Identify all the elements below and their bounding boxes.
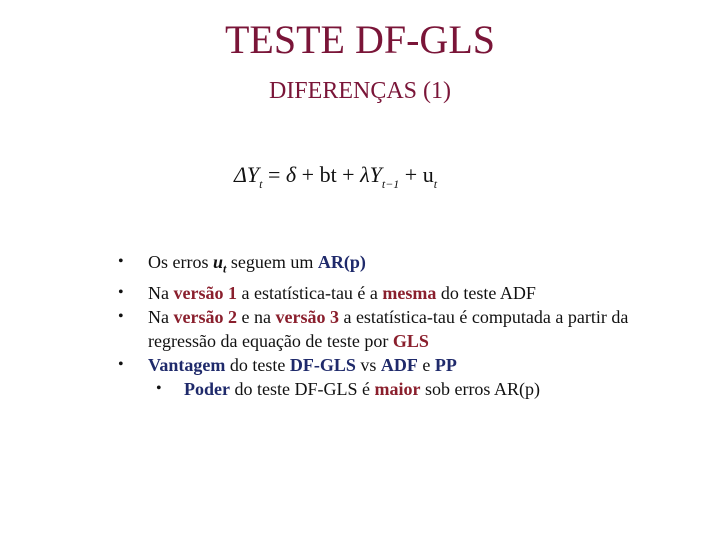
bullet-item-errors xyxy=(112,250,672,281)
eq-plus-bt: + bt + xyxy=(296,162,361,187)
b1-ar: AR(p) xyxy=(317,252,366,272)
b3-gls: GLS xyxy=(392,330,429,351)
bullet-icon: • xyxy=(156,379,162,397)
b4-text1: do teste xyxy=(225,354,290,375)
eq-lambda-y: λY xyxy=(360,162,382,187)
b5-text2: sob erros AR(p) xyxy=(420,378,540,399)
b2-text2: a estatística-tau é a xyxy=(236,282,383,303)
b1-sub: t xyxy=(223,261,227,276)
b2-versao1: versão 1 xyxy=(173,282,237,303)
b2-mesma: mesma xyxy=(382,282,437,303)
b5-maior: maior xyxy=(374,378,421,399)
eq-sub-t1: t−1 xyxy=(381,177,400,191)
b4-pp: PP xyxy=(434,354,457,375)
b4-adf: ADF xyxy=(380,354,418,375)
eq-sub-t: t xyxy=(259,177,263,191)
bullet-icon: • xyxy=(118,283,124,301)
b3-text3: a estatística-tau é computada a partir da regressão da equação de teste por xyxy=(148,306,629,351)
bullet-item-advantage xyxy=(112,353,672,377)
b4-text3: e xyxy=(417,354,435,375)
b4-text2: vs xyxy=(355,354,381,375)
eq-equals: = xyxy=(262,162,286,187)
b3-text1: Na xyxy=(148,306,174,327)
b2-text1: Na xyxy=(148,282,174,303)
bullet-item-version1 xyxy=(112,281,672,305)
slide-title: TESTE DF-GLS xyxy=(225,17,495,62)
eq-delta: δ xyxy=(285,162,297,187)
bullet-list xyxy=(112,250,672,401)
b3-versao2: versão 2 xyxy=(173,306,237,327)
b1-ut: u xyxy=(213,252,224,272)
bullet-icon: • xyxy=(118,253,124,270)
b5-text1: do teste DF-GLS é xyxy=(229,378,375,399)
b3-text2: e na xyxy=(236,306,276,327)
eq-plus-u: + u xyxy=(399,162,434,187)
b4-dfgls: DF-GLS xyxy=(289,354,356,375)
df-gls-equation xyxy=(234,150,474,200)
bullet-item-version23 xyxy=(112,305,672,353)
b1-text2: seguem um xyxy=(226,252,318,272)
b4-vantagem: Vantagem xyxy=(148,354,226,375)
sub-bullet-item-power xyxy=(112,377,672,401)
eq-delta-y: ΔY xyxy=(234,162,260,187)
bullet-icon: • xyxy=(118,307,124,325)
b1-text1: Os erros xyxy=(148,252,213,272)
slide-subtitle: DIFERENÇAS (1) xyxy=(268,78,451,104)
b5-poder: Poder xyxy=(184,378,230,399)
b3-versao3: versão 3 xyxy=(275,306,339,327)
bullet-icon: • xyxy=(118,355,124,373)
eq-sub-t2: t xyxy=(433,177,438,191)
b2-text3: do teste ADF xyxy=(436,282,536,303)
